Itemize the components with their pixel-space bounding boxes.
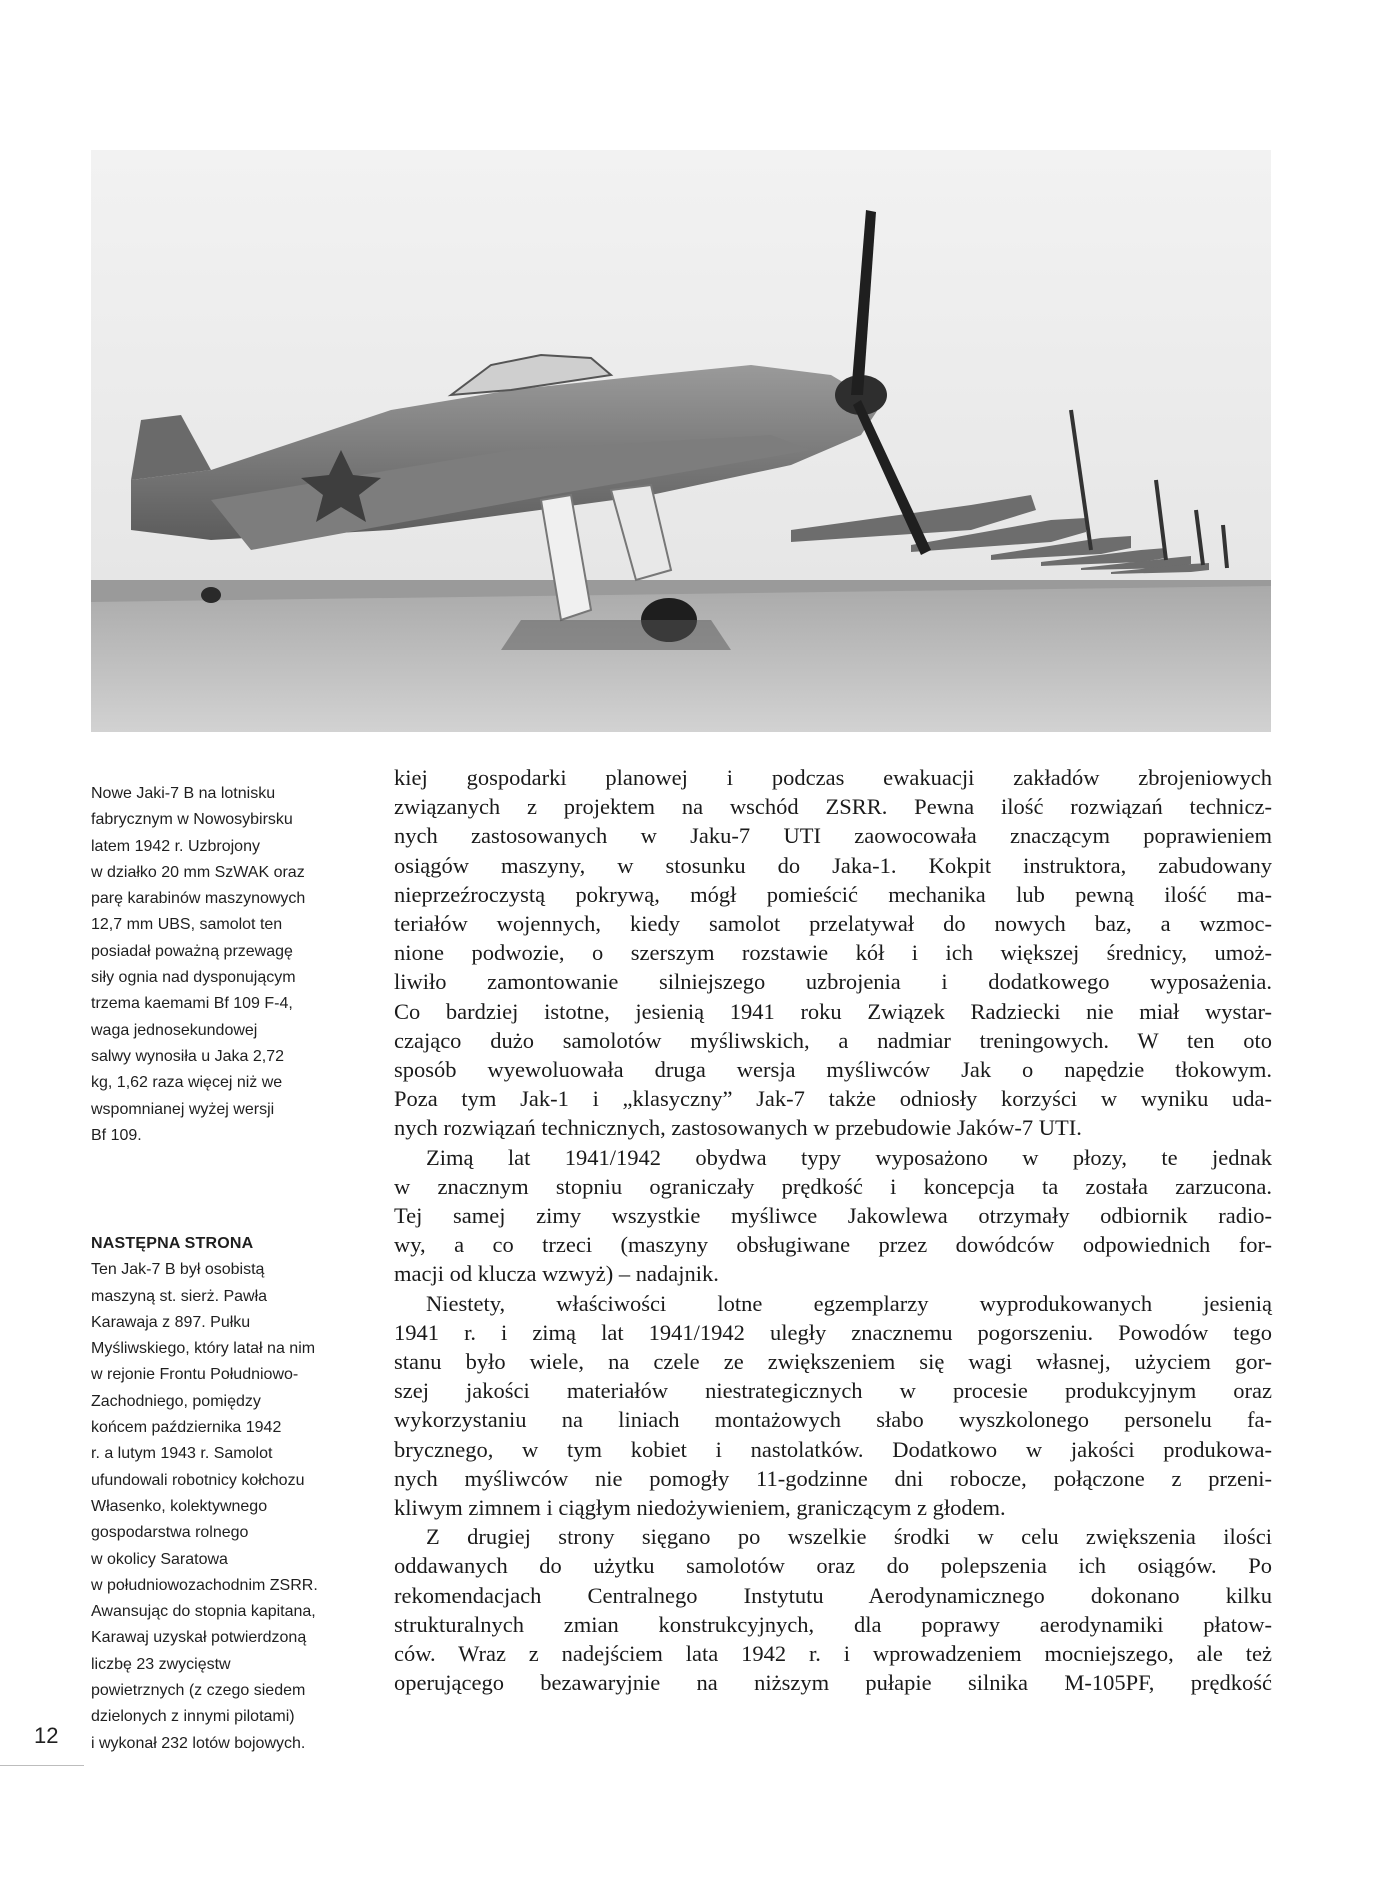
- body-line: nych zastosowanych w Jaku-7 UTI zaowocowała znaczącym poprawieniem: [394, 823, 1272, 849]
- caption-line: Nowe Jaki-7 B na lotnisku: [91, 785, 276, 802]
- caption-line: dzielonych z innymi pilotami): [91, 1708, 295, 1726]
- body-line: ców. Wraz z nadejściem lata 1942 r. i wprowadzeniem mocniejszego, ale też: [394, 1641, 1272, 1667]
- body-line: 1941 r. i zimą lat 1941/1942 uległy znacznemu pogorszeniu. Powodów tego: [394, 1319, 1272, 1345]
- caption-line: maszyną st. sierż. Pawła: [91, 1287, 268, 1305]
- body-line: sposób wyewoluowała druga wersja myśliwców Jak o napędzie tłokowym.: [394, 1057, 1272, 1083]
- body-line: macji od klucza wzwyż) – nadajnik.: [394, 1261, 719, 1287]
- caption-line: gospodarstwa rolnego: [91, 1524, 249, 1542]
- caption-line: trzema kaemami Bf 109 F-4,: [91, 995, 293, 1013]
- caption-line: Zachodniego, pomiędzy: [91, 1392, 261, 1410]
- caption-line: salwy wynosiła u Jaka 2,72: [91, 1047, 284, 1065]
- caption-line: waga jednosekundowej: [91, 1021, 258, 1039]
- body-line: Poza tym Jak-1 i „klasyczny” Jak-7 także odniosły korzyści w wyniku uda-: [394, 1086, 1272, 1112]
- caption-line: końcem października 1942: [91, 1419, 282, 1437]
- caption-line: Karawaja z 897. Pułku: [91, 1313, 251, 1331]
- aircraft-photo-illustration: [91, 150, 1271, 732]
- caption-line: Bf 109.: [91, 1126, 142, 1144]
- body-line: szej jakości materiałów niestrategicznych w procesie produkcyjnym oraz: [394, 1378, 1272, 1404]
- caption-line: parę karabinów maszynowych: [91, 890, 306, 908]
- body-line: nione podwozie, o szerszym rozstawie kół i ich większej średnicy, umoż-: [394, 940, 1272, 966]
- caption-line: r. a lutym 1943 r. Samolot: [91, 1445, 273, 1463]
- body-line: nych myśliwców nie pomogły 11-godzinne dni robocze, połączone z przeni-: [394, 1465, 1272, 1491]
- caption-line: Myśliwskiego, który latał na nim: [91, 1340, 316, 1358]
- caption-line: w okolicy Saratowa: [91, 1550, 228, 1568]
- caption-line: kg, 1,62 raza więcej niż we: [91, 1074, 283, 1092]
- caption-line: Ten Jak-7 B był osobistą: [91, 1261, 265, 1279]
- caption-line: Awansując do stopnia kapitana,: [91, 1603, 316, 1621]
- page-number: 12: [34, 1723, 59, 1748]
- caption-line: siły ognia nad dysponującym: [91, 969, 296, 987]
- body-line: nieprzeźroczystą pokrywą, mógł pomieścić mechanika lub pewną ilość ma-: [394, 881, 1272, 907]
- body-line: oddawanych do użytku samolotów oraz do polepszenia ich osiągów. Po: [394, 1553, 1272, 1579]
- body-line: kiej gospodarki planowej i podczas ewakuacji zakładów zbrojeniowych: [394, 765, 1272, 790]
- caption-line: liczbę 23 zwycięstw: [91, 1655, 231, 1673]
- body-line: Zimą lat 1941/1942 obydwa typy wyposażono w płozy, te jednak: [426, 1144, 1272, 1170]
- next-page-caption: [91, 1231, 371, 1757]
- caption-line: Własenko, kolektywnego: [91, 1497, 268, 1515]
- body-line: strukturalnych zmian konstrukcyjnych, dla poprawy aerodynamiki płatow-: [394, 1611, 1272, 1637]
- footer-divider: [0, 1765, 84, 1766]
- body-line: nych rozwiązań technicznych, zastosowanych w przebudowie Jaków-7 UTI.: [394, 1115, 1082, 1141]
- article-body: [394, 763, 1272, 1698]
- body-line: czająco dużo samolotów myśliwskich, a nadmiar treningowych. W ten oto: [394, 1027, 1272, 1053]
- caption-line: fabrycznym w Nowosybirsku: [91, 811, 293, 829]
- body-line: operującego bezawaryjnie na niższym pułapie silnika M-105PF, prędkość: [394, 1670, 1272, 1696]
- caption-line: posiadał poważną przewagę: [91, 942, 293, 960]
- aircraft-photo: [91, 150, 1271, 732]
- caption-line: w południowozachodnim ZSRR.: [91, 1576, 318, 1594]
- body-line: teriałów wojennych, kiedy samolot przelatywał do nowych baz, a wzmoc-: [394, 911, 1272, 937]
- body-line: kliwym zimnem i ciągłym niedożywieniem, graniczącym z głodem.: [394, 1495, 1006, 1521]
- caption-heading: NASTĘPNA STRONA: [91, 1235, 254, 1252]
- body-line: w znacznym stopniu ograniczały prędkość i koncepcja ta została zarzucona.: [394, 1173, 1272, 1199]
- body-line: liwiło zamontowanie silniejszego uzbrojenia i dodatkowego wyposażenia.: [394, 969, 1272, 995]
- caption-line: 12,7 mm UBS, samolot ten: [91, 916, 283, 934]
- caption-line: powietrznych (z czego siedem: [91, 1682, 306, 1700]
- body-line: związanych z projektem na wschód ZSRR. Pewna ilość rozwiązań technicz-: [394, 794, 1272, 820]
- body-line: stanu było wiele, na czele ze zwiększeniem się wagi własnej, użyciem gor-: [394, 1349, 1272, 1375]
- body-line: Z drugiej strony sięgano po wszelkie środki w celu zwiększenia ilości: [426, 1524, 1272, 1550]
- photo-caption: [91, 781, 371, 1149]
- caption-line: Karawaj uzyskał potwierdzoną: [91, 1629, 307, 1647]
- caption-line: i wykonał 232 lotów bojowych.: [91, 1734, 306, 1752]
- caption-line: w rejonie Frontu Południowo-: [91, 1366, 299, 1384]
- body-line: wy, a co trzeci (maszyny obsługiwane przez dowódców odpowiednich for-: [394, 1232, 1272, 1258]
- caption-line: w działko 20 mm SzWAK oraz: [91, 863, 305, 881]
- body-line: osiągów maszyny, w stosunku do Jaka-1. Kokpit instruktora, zabudowany: [394, 852, 1272, 878]
- body-line: wykorzystaniu na liniach montażowych słabo wyszkolonego personelu fa-: [394, 1407, 1272, 1433]
- caption-line: wspomnianej wyżej wersji: [91, 1100, 275, 1118]
- body-line: Niestety, właściwości lotne egzemplarzy wyprodukowanych jesienią: [426, 1290, 1272, 1316]
- caption-line: latem 1942 r. Uzbrojony: [91, 837, 260, 855]
- body-line: Co bardziej istotne, jesienią 1941 roku Związek Radziecki nie miał wystar-: [394, 998, 1272, 1024]
- body-line: Tej samej zimy wszystkie myśliwce Jakowlewa otrzymały odbiornik radio-: [394, 1203, 1272, 1229]
- body-line: brycznego, w tym kobiet i nastolatków. Dodatkowo w jakości produkowa-: [394, 1436, 1272, 1462]
- caption-line: ufundowali robotnicy kołchozu: [91, 1471, 305, 1489]
- body-line: rekomendacjach Centralnego Instytutu Aerodynamicznego dokonano kilku: [394, 1582, 1272, 1608]
